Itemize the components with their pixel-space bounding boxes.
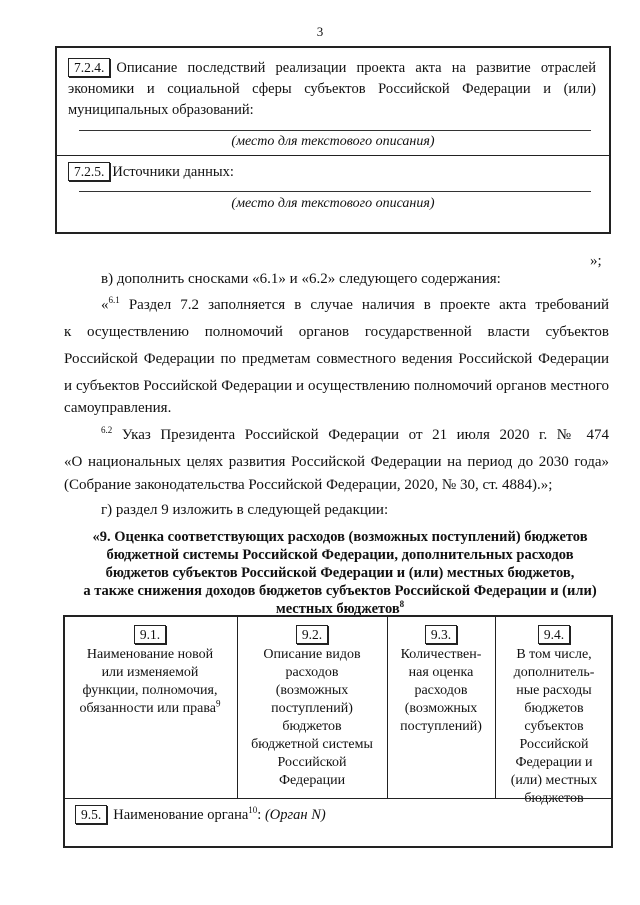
- paragraph-g: г) раздел 9 изложить в следующей редакции:: [101, 502, 389, 518]
- column-9-1: 9.1. Наименование новой или изменяемой функции, полномочия, обязанности или права$^9$: [79, 627, 221, 716]
- section-number-7-2-4: 7.2.4.: [68, 58, 110, 77]
- column-divider: [387, 617, 388, 798]
- column-divider: [237, 617, 238, 798]
- section-7-2-5-text: Источники данных:: [112, 164, 234, 180]
- footnote-6-1-line: Российской Федерации по предметам совместного ведения Российской Федерации: [64, 351, 609, 367]
- column-9-3: 9.3. Количествен- ная оценка расходов (возможных поступлений): [400, 627, 482, 734]
- footnote-6-2-line: $^{6.2}$ Указ Президента Российской Федерации от 21 июля 2020 г. № 474: [101, 425, 610, 443]
- section-9-table: [63, 615, 613, 848]
- placeholder-7-2-5: (место для текстового описания): [231, 196, 435, 211]
- column-9-4: 9.4. В том числе, дополнитель- ные расходы бюджетов субъектов Российской Федерации и (или) местных бюджетов: [510, 627, 598, 806]
- placeholder-7-2-4: (место для текстового описания): [231, 134, 435, 149]
- section-9-heading: «9. Оценка соответствующих расходов (возможных поступлений) бюджетов бюджетной системы Российской Федерации, дополнительных расходов бюджетов субъектов Российской Федерации и (или) местных бюджетов, а также снижения доходов бюджетов субъектов Российской Федерации и (или) местных бюджетов$^8$: [83, 529, 597, 617]
- footnote-6-1-line: самоуправления.: [64, 400, 172, 416]
- column-divider: [495, 617, 496, 798]
- form-section-7-2: [55, 46, 611, 234]
- footnote-marker: 6.1: [108, 295, 120, 305]
- footnote-6-2-line: «О национальных целях развития Российской Федерации на период до 2030 года»: [64, 454, 609, 470]
- section-7-2-5: [68, 162, 234, 183]
- row-divider: [65, 798, 611, 799]
- section-7-2-4-text: Описание последствий реализации проекта акта на развитие отраслей экономики и социальной сферы субъектов Российской Федерации и (или) муниципальных образований:: [68, 60, 596, 118]
- text-line: [79, 191, 591, 192]
- section-7-2-4: [68, 58, 596, 121]
- section-number-7-2-5: 7.2.5.: [68, 162, 110, 181]
- footnote-marker: 9: [215, 698, 221, 709]
- section-divider: [57, 155, 609, 156]
- row-9-5-label: Наименование органа: [113, 807, 249, 823]
- footnote-6-1-line: и субъектов Российской Федерации и осуществлению полномочий органов местного: [64, 378, 609, 394]
- column-9-2: 9.2. Описание видов расходов (возможных поступлений) бюджетов бюджетной системы Российской Федерации: [251, 627, 373, 788]
- page-number: 3: [316, 24, 324, 39]
- paragraph-v: в) дополнить сносками «6.1» и «6.2» следующего содержания:: [101, 271, 501, 287]
- column-number: 9.1.: [134, 625, 166, 644]
- column-number: 9.3.: [425, 625, 457, 644]
- footnote-6-1-line: «$^{6.1}$ Раздел 7.2 заполняется в случае наличия в проекте акта требований: [101, 295, 609, 313]
- footnote-marker: 6.2: [101, 425, 113, 435]
- footnote-6-2-line: (Собрание законодательства Российской Федерации, 2020, № 30, ст. 4884).»;: [64, 477, 553, 493]
- quote-close: »;: [590, 253, 602, 269]
- row-number: 9.5.: [75, 805, 107, 824]
- column-number: 9.2.: [296, 625, 328, 644]
- footnote-marker: 8: [399, 599, 405, 610]
- column-number: 9.4.: [538, 625, 570, 644]
- row-9-5: 9.5. Наименование органа$^{10}$: (Орган N): [75, 805, 326, 825]
- text-line: [79, 130, 591, 131]
- footnote-6-1-line: к осуществлению полномочий органов государственной власти субъектов: [64, 324, 609, 340]
- footnote-marker: 10: [248, 805, 258, 816]
- row-9-5-value: (Орган N): [264, 807, 326, 823]
